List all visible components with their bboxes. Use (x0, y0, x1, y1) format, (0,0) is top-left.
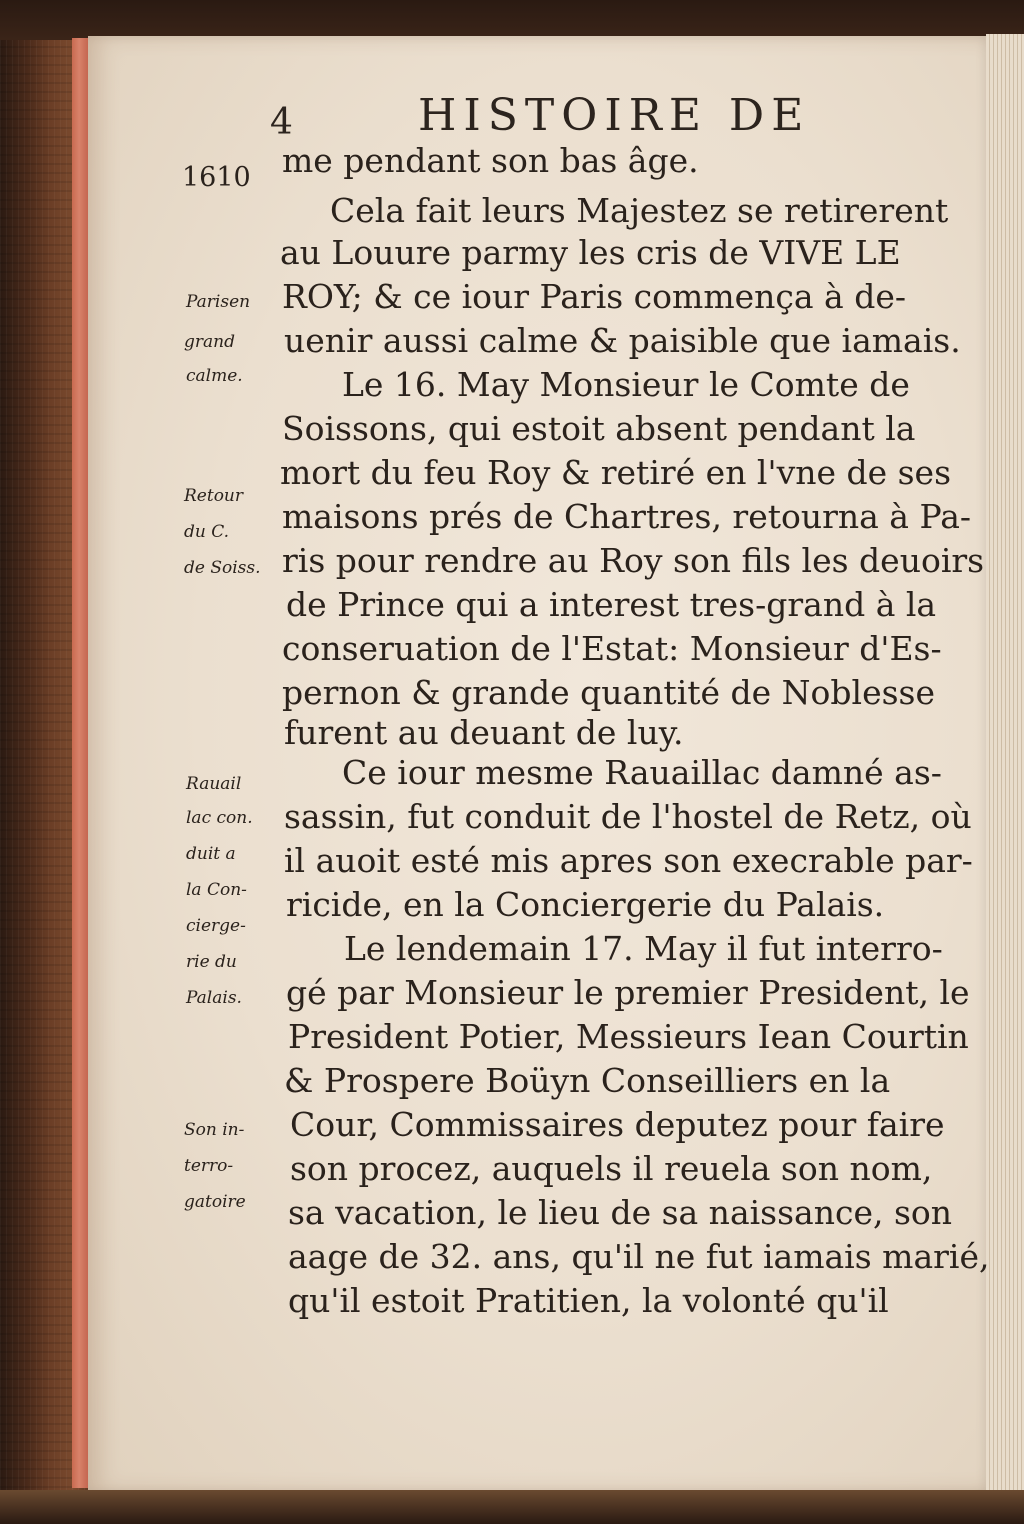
margin-note: de Soiss. (184, 558, 261, 578)
year-note: 1610 (182, 162, 251, 193)
margin-note: la Con- (186, 880, 247, 900)
margin-note: gatoire (184, 1192, 246, 1212)
text-line: ROY; & ce iour Paris commença à de- (282, 277, 907, 316)
text-line: furent au deuant de luy. (284, 713, 684, 752)
margin-note: duit a (186, 844, 236, 864)
text-line: & Prospere Boüyn Conseilliers en la (284, 1061, 891, 1100)
text-line: pernon & grande quantité de Noblesse (282, 673, 936, 712)
text-line: Cela fait leurs Majestez se retirerent (330, 191, 949, 230)
text-line: qu'il estoit Pratitien, la volonté qu'il (288, 1281, 889, 1320)
text-line: au Louure parmy les cris de VIVE LE (280, 233, 901, 272)
text-line: Le 16. May Monsieur le Comte de (342, 365, 910, 404)
text-line: maisons prés de Chartres, retourna à Pa- (282, 497, 972, 536)
text-line: son procez, auquels il reuela son nom, (290, 1149, 933, 1188)
text-line: de Prince qui a interest tres-grand à la (286, 585, 937, 624)
page-number: 4 (270, 102, 293, 143)
margin-note: Parisen (186, 292, 251, 312)
text-line: conseruation de l'Estat: Monsieur d'Es- (282, 629, 942, 668)
margin-note: lac con. (186, 808, 253, 828)
text-line: me pendant son bas âge. (282, 141, 699, 180)
text-line: ris pour rendre au Roy son fils les deuoirs (282, 541, 985, 580)
margin-note: Retour (184, 486, 244, 506)
text-line: aage de 32. ans, qu'il ne fut iamais marié, (288, 1237, 990, 1276)
text-line: gé par Monsieur le premier President, le (286, 973, 970, 1012)
margin-note: du C. (184, 522, 230, 542)
margin-note: Palais. (186, 988, 242, 1008)
margin-note: Son in- (184, 1120, 245, 1140)
margin-note: cierge- (186, 916, 246, 936)
text-line: Le lendemain 17. May il fut interro- (344, 929, 943, 968)
text-line: sassin, fut conduit de l'hostel de Retz, où (284, 797, 972, 836)
running-head: HISTOIRE DE (418, 90, 811, 141)
text-line: Soissons, qui estoit absent pendant la (282, 409, 916, 448)
margin-note: Rauail (186, 774, 242, 794)
margin-note: grand (184, 332, 235, 352)
margin-note: calme. (186, 366, 243, 386)
text-line: President Potier, Messieurs Iean Courtin (288, 1017, 969, 1056)
text-line: il auoit esté mis apres son execrable par- (284, 841, 973, 880)
text-line: Cour, Commissaires deputez pour faire (290, 1105, 945, 1144)
text-line: Ce iour mesme Rauaillac damné as- (342, 753, 942, 792)
text-line: ricide, en la Conciergerie du Palais. (286, 885, 885, 924)
margin-note: terro- (184, 1156, 234, 1176)
text-line: sa vacation, le lieu de sa naissance, son (288, 1193, 953, 1232)
text-line: mort du feu Roy & retiré en l'vne de ses (280, 453, 952, 492)
text-line: uenir aussi calme & paisible que iamais. (284, 321, 961, 360)
margin-note: rie du (186, 952, 237, 972)
